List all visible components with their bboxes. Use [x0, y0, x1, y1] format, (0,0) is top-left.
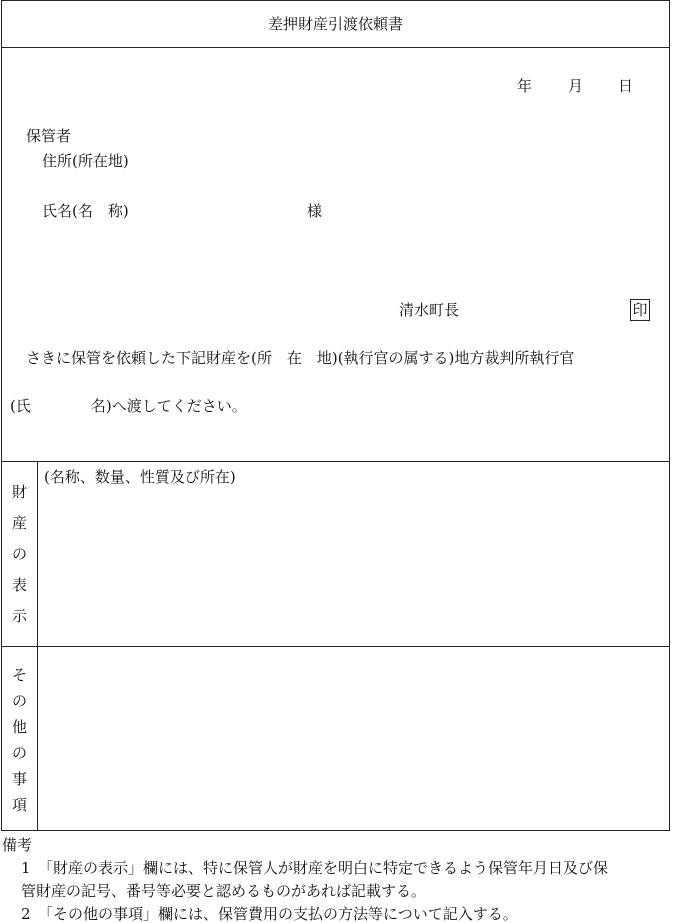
- date-day-label: 日: [618, 77, 634, 95]
- request-form: [1, 0, 670, 831]
- date-month-label: 月: [568, 77, 584, 95]
- title-row: [2, 1, 669, 48]
- property-label-char: の: [11, 545, 27, 563]
- seal-mark: 印: [630, 299, 650, 321]
- custodian-name-label: 氏名(名 称): [42, 202, 129, 220]
- notes-heading: 備考: [2, 836, 33, 854]
- other-label-char: の: [11, 692, 27, 710]
- notes-item-1-line-1: 1 「財産の表示」欄には、特に保管人が財産を明白に特定できるよう保管年月日及び保: [21, 859, 609, 877]
- other-section-label: [2, 646, 37, 831]
- notes-item-1-line-2: 管財産の記号、番号等必要と認めるものがあれば記載する。: [21, 882, 427, 900]
- body-line-2: (氏 名)へ渡してください。: [10, 397, 247, 415]
- custodian-honorific: 様: [307, 202, 323, 220]
- other-label-char: 他: [11, 718, 27, 736]
- property-label-char: 表: [11, 576, 27, 594]
- body-line-1: さきに保管を依頼した下記財産を(所 在 地)(執行官の属する)地方裁判所執行官: [26, 349, 575, 367]
- other-label-char: 項: [11, 796, 27, 814]
- custodian-address-label: 住所(所在地): [42, 152, 129, 170]
- other-label-char: そ: [11, 666, 27, 684]
- property-label-char: 産: [11, 514, 27, 532]
- form-title: 差押財産引渡依頼書: [267, 15, 403, 33]
- other-label-char: の: [11, 744, 27, 762]
- property-label-char: 財: [11, 483, 27, 501]
- property-label-char: 示: [11, 607, 27, 625]
- other-section-top-border: [2, 646, 669, 647]
- custodian-heading: 保管者: [26, 127, 72, 145]
- property-section-label: [2, 461, 37, 646]
- issuer-title: 清水町長: [399, 301, 460, 319]
- notes-item-2: 2 「その他の事項」欄には、保管費用の支払の方法等について記入する。: [21, 905, 518, 923]
- property-instruction: (名称、数量、性質及び所在): [44, 468, 236, 486]
- property-section-top-border: [2, 461, 669, 462]
- date-year-label: 年: [517, 77, 533, 95]
- other-label-char: 事: [11, 770, 27, 788]
